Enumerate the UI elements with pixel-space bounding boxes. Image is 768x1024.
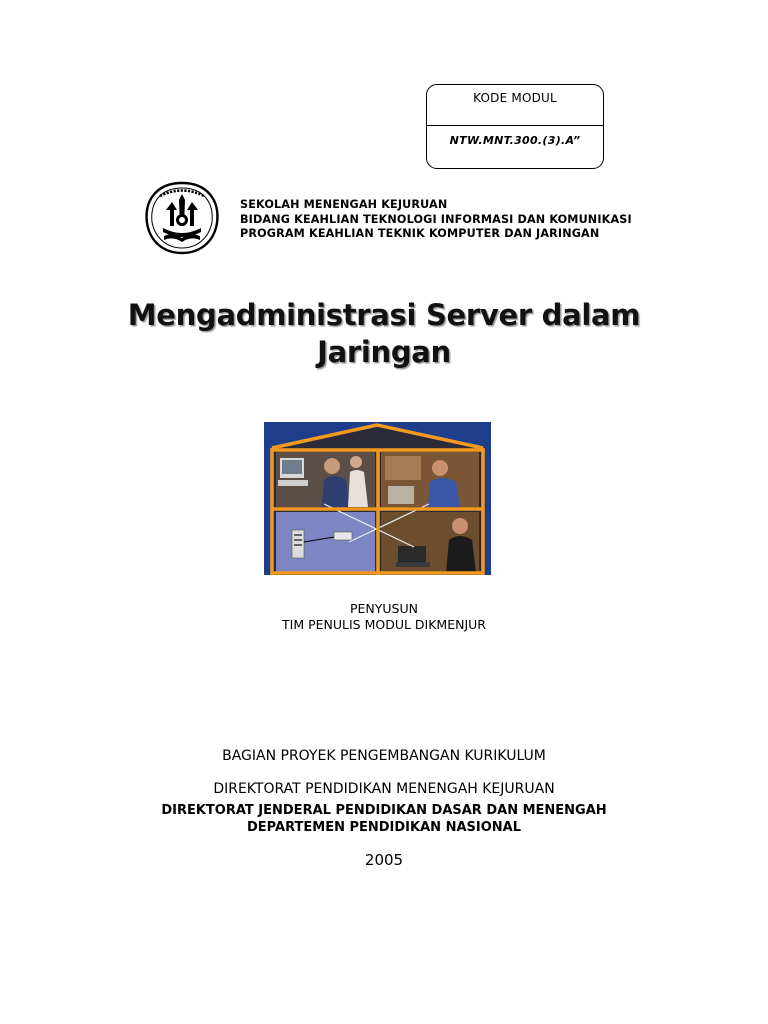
- institution-program: PROGRAM KEAHLIAN TEKNIK KOMPUTER DAN JARINGAN: [240, 227, 600, 240]
- institution-field: BIDANG KEAHLIAN TEKNOLOGI INFORMASI DAN KOMUNIKASI: [240, 212, 632, 226]
- author-role: PENYUSUN: [349, 601, 418, 616]
- module-code-box: [426, 84, 604, 169]
- module-code-value: NTW.MNT.300.(3).A”: [449, 134, 581, 147]
- author-name: TIM PENULIS MODUL DIKMENJUR: [282, 617, 486, 632]
- institution-school: SEKOLAH MENENGAH KEJURUAN: [240, 198, 448, 211]
- publisher-project: BAGIAN PROYEK PENGEMBANGAN KURIKULUM: [222, 748, 546, 764]
- author-block: [184, 601, 584, 633]
- document-title: [84, 297, 684, 371]
- module-code-divider: [427, 125, 603, 126]
- module-code-label: KODE MODUL: [473, 91, 557, 105]
- publisher-ministry: [84, 802, 684, 836]
- tut-wuri-handayani-logo: [140, 180, 225, 256]
- publication-year: 2005: [364, 851, 404, 869]
- cover-illustration: [264, 422, 491, 575]
- title-line-1: Mengadministrasi Server dalam: [127, 298, 641, 332]
- title-line-2: Jaringan: [317, 335, 451, 369]
- publisher-directorate-general: DIREKTORAT JENDERAL PENDIDIKAN DASAR DAN MENENGAH: [161, 803, 607, 818]
- publisher-directorate: DIREKTORAT PENDIDIKAN MENENGAH KEJURUAN: [213, 781, 555, 797]
- institution-block: [240, 198, 632, 242]
- publisher-department: DEPARTEMEN PENDIDIKAN NASIONAL: [247, 820, 521, 835]
